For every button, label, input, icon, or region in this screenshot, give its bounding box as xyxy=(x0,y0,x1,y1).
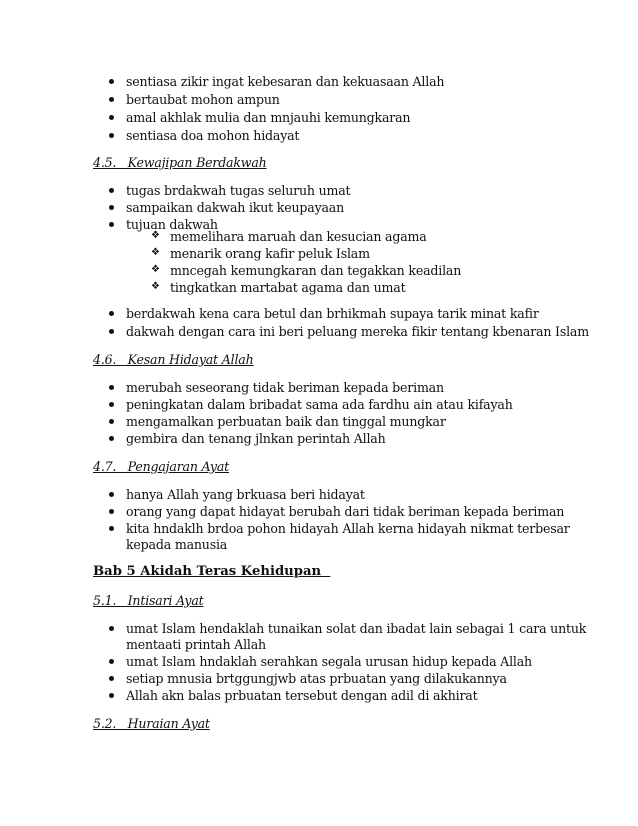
section-heading-4-5: 4.5. Kewajipan Berdakwah xyxy=(93,155,267,170)
bullet-icon xyxy=(109,205,114,210)
bullet-icon xyxy=(109,311,114,316)
bullet-icon xyxy=(109,693,114,698)
list-item: sampaikan dakwah ikut keupayaan xyxy=(126,200,344,215)
sub-list-item: ❖ mncegah kemungkaran dan tegakkan keadilan xyxy=(151,263,462,278)
sub-list-item: ❖ tingkatkan martabat agama dan umat xyxy=(151,280,406,295)
list-item: peningkatan dalam bribadat sama ada fardhu ain atau kifayah xyxy=(126,397,513,412)
list-item: tujuan dakwah xyxy=(126,217,218,232)
section-heading-5-2: 5.2. Huraian Ayat xyxy=(93,716,210,731)
list-item: setiap mnusia brtggungjwb atas prbuatan yang dilakukannya xyxy=(126,671,507,686)
list-item: sentiasa doa mohon hidayat xyxy=(126,128,299,143)
list-item-continuation: mentaati printah Allah xyxy=(126,637,266,652)
bullet-icon xyxy=(109,329,114,334)
list-item: kita hndaklh brdoa pohon hidayah Allah kerna hidayah nikmat terbesar xyxy=(126,521,546,536)
list-item: bertaubat mohon ampun xyxy=(126,92,280,107)
list-item: tugas brdakwah tugas seluruh umat xyxy=(126,183,350,198)
list-item: sentiasa zikir ingat kebesaran dan kekuasaan Allah xyxy=(126,74,444,89)
bullet-icon xyxy=(109,79,114,84)
sub-list-item: ❖ memelihara maruah dan kesucian agama xyxy=(151,229,427,244)
section-heading-4-7: 4.7. Pengajaran Ayat xyxy=(93,459,230,474)
list-item: umat Islam hendaklah tunaikan solat dan ibadat lain sebagai 1 cara untuk xyxy=(126,621,546,636)
bullet-icon xyxy=(109,419,114,424)
list-item: mengamalkan perbuatan baik dan tinggal mungkar xyxy=(126,414,446,429)
list-item: amal akhlak mulia dan mnjauhi kemungkaran xyxy=(126,110,410,125)
bullet-icon xyxy=(109,526,114,531)
diamond-bullet-icon: ❖ xyxy=(151,264,160,275)
list-item-continuation: kepada manusia xyxy=(126,537,228,552)
list-item: umat Islam hndaklah serahkan segala urusan hidup kepada Allah xyxy=(126,654,532,669)
bullet-icon xyxy=(109,385,114,390)
list-item: Allah akn balas prbuatan tersebut dengan adil di akhirat xyxy=(126,688,477,703)
list-item: orang yang dapat hidayat berubah dari tidak beriman kepada beriman xyxy=(126,504,564,519)
bullet-icon xyxy=(109,97,114,102)
diamond-bullet-icon: ❖ xyxy=(151,281,160,292)
bullet-icon xyxy=(109,659,114,664)
section-heading-5-1: 5.1. Intisari Ayat xyxy=(93,593,204,608)
bullet-icon xyxy=(109,676,114,681)
bullet-icon xyxy=(109,115,114,120)
bullet-icon xyxy=(109,402,114,407)
bullet-icon xyxy=(109,492,114,497)
list-item: berdakwah kena cara betul dan brhikmah supaya tarik minat kafir xyxy=(126,306,539,321)
bullet-icon xyxy=(109,626,114,631)
chapter-heading: Bab 5 Akidah Teras Kehidupan xyxy=(93,564,331,579)
diamond-bullet-icon: ❖ xyxy=(151,247,160,258)
diamond-bullet-icon: ❖ xyxy=(151,230,160,241)
list-item: dakwah dengan cara ini beri peluang mereka fikir tentang kbenaran Islam xyxy=(126,324,589,339)
list-item: gembira dan tenang jlnkan perintah Allah xyxy=(126,431,386,446)
bullet-icon xyxy=(109,222,114,227)
bullet-icon xyxy=(109,188,114,193)
bullet-icon xyxy=(109,509,114,514)
list-item: hanya Allah yang brkuasa beri hidayat xyxy=(126,487,365,502)
list-item: merubah seseorang tidak beriman kepada beriman xyxy=(126,380,444,395)
section-heading-4-6: 4.6. Kesan Hidayat Allah xyxy=(93,352,254,367)
sub-list-item: ❖ menarik orang kafir peluk Islam xyxy=(151,246,370,261)
bullet-icon xyxy=(109,436,114,441)
bullet-icon xyxy=(109,133,114,138)
